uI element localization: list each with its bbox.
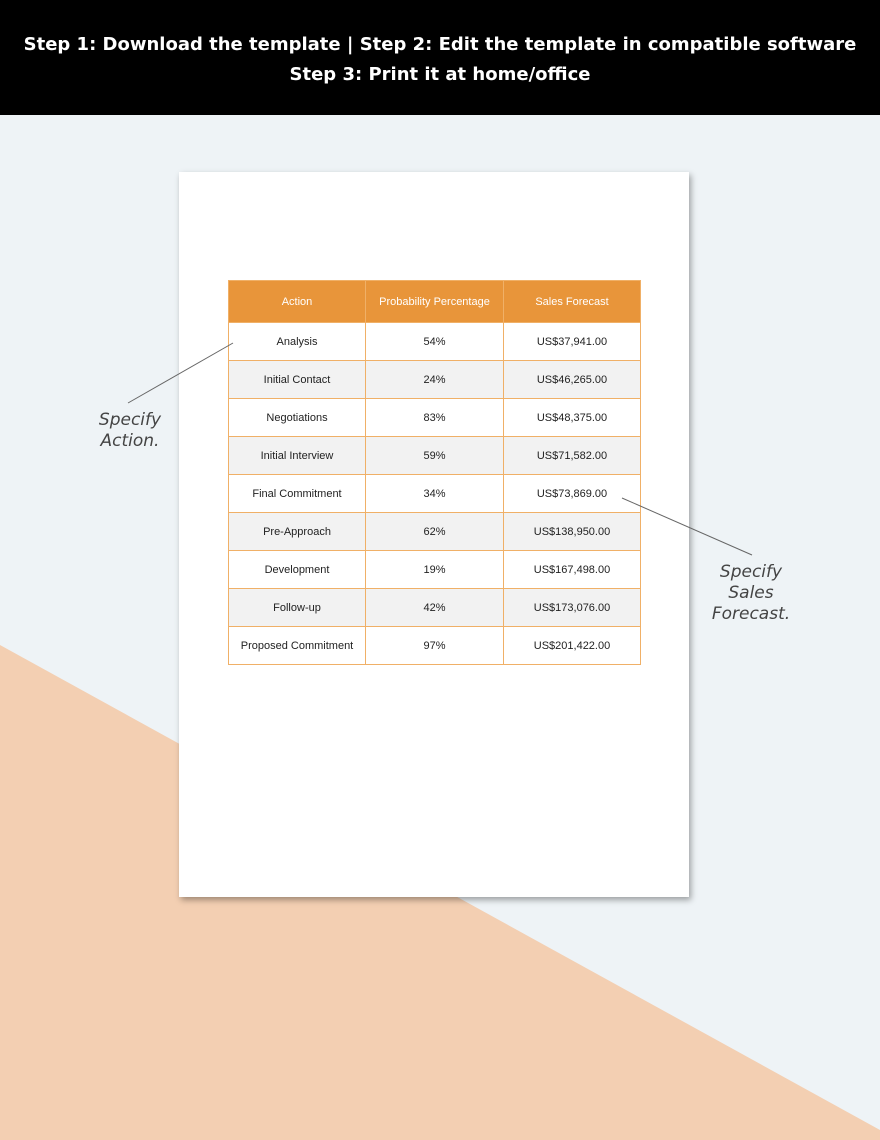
cell-action: Pre-Approach xyxy=(229,513,366,551)
callout-text: Specify xyxy=(98,410,162,430)
table-row xyxy=(229,361,641,399)
cell-action: Initial Interview xyxy=(229,437,366,475)
table-row xyxy=(229,513,641,551)
table-row xyxy=(229,437,641,475)
callout-text: Action. xyxy=(100,431,160,451)
cell-probability: 54% xyxy=(366,323,504,361)
cell-probability: 34% xyxy=(366,475,504,513)
cell-action: Analysis xyxy=(229,323,366,361)
cell-action: Proposed Commitment xyxy=(229,627,366,665)
callout-text: Forecast. xyxy=(711,604,791,624)
table-row xyxy=(229,589,641,627)
table-row xyxy=(229,627,641,665)
sales-forecast-table xyxy=(228,280,641,665)
cell-forecast: US$37,941.00 xyxy=(504,323,641,361)
document-page xyxy=(179,172,689,897)
table-row xyxy=(229,323,641,361)
header-sales-forecast: Sales Forecast xyxy=(504,281,641,323)
instructions-banner xyxy=(0,0,880,115)
cell-forecast: US$138,950.00 xyxy=(504,513,641,551)
cell-forecast: US$167,498.00 xyxy=(504,551,641,589)
cell-action: Initial Contact xyxy=(229,361,366,399)
banner-line-1: Step 1: Download the template | Step 2: Edit the template in compatible software xyxy=(23,34,857,55)
cell-forecast: US$201,422.00 xyxy=(504,627,641,665)
cell-probability: 62% xyxy=(366,513,504,551)
cell-action: Negotiations xyxy=(229,399,366,437)
cell-action: Follow-up xyxy=(229,589,366,627)
banner-line-2: Step 3: Print it at home/office xyxy=(289,64,591,85)
table-row xyxy=(229,551,641,589)
cell-forecast: US$48,375.00 xyxy=(504,399,641,437)
specify-sales-forecast-callout xyxy=(700,562,802,625)
specify-action-callout xyxy=(84,410,176,452)
callout-text: Sales xyxy=(728,583,774,603)
table-row xyxy=(229,399,641,437)
cell-forecast: US$46,265.00 xyxy=(504,361,641,399)
cell-probability: 97% xyxy=(366,627,504,665)
cell-probability: 83% xyxy=(366,399,504,437)
cell-probability: 19% xyxy=(366,551,504,589)
cell-action: Final Commitment xyxy=(229,475,366,513)
cell-forecast: US$71,582.00 xyxy=(504,437,641,475)
cell-forecast: US$173,076.00 xyxy=(504,589,641,627)
header-action: Action xyxy=(229,281,366,323)
table-row xyxy=(229,475,641,513)
cell-action: Development xyxy=(229,551,366,589)
callout-text: Specify xyxy=(719,562,783,582)
cell-probability: 24% xyxy=(366,361,504,399)
cell-probability: 42% xyxy=(366,589,504,627)
table-header-row xyxy=(229,281,641,323)
cell-forecast: US$73,869.00 xyxy=(504,475,641,513)
cell-probability: 59% xyxy=(366,437,504,475)
header-probability: Probability Percentage xyxy=(366,281,504,323)
